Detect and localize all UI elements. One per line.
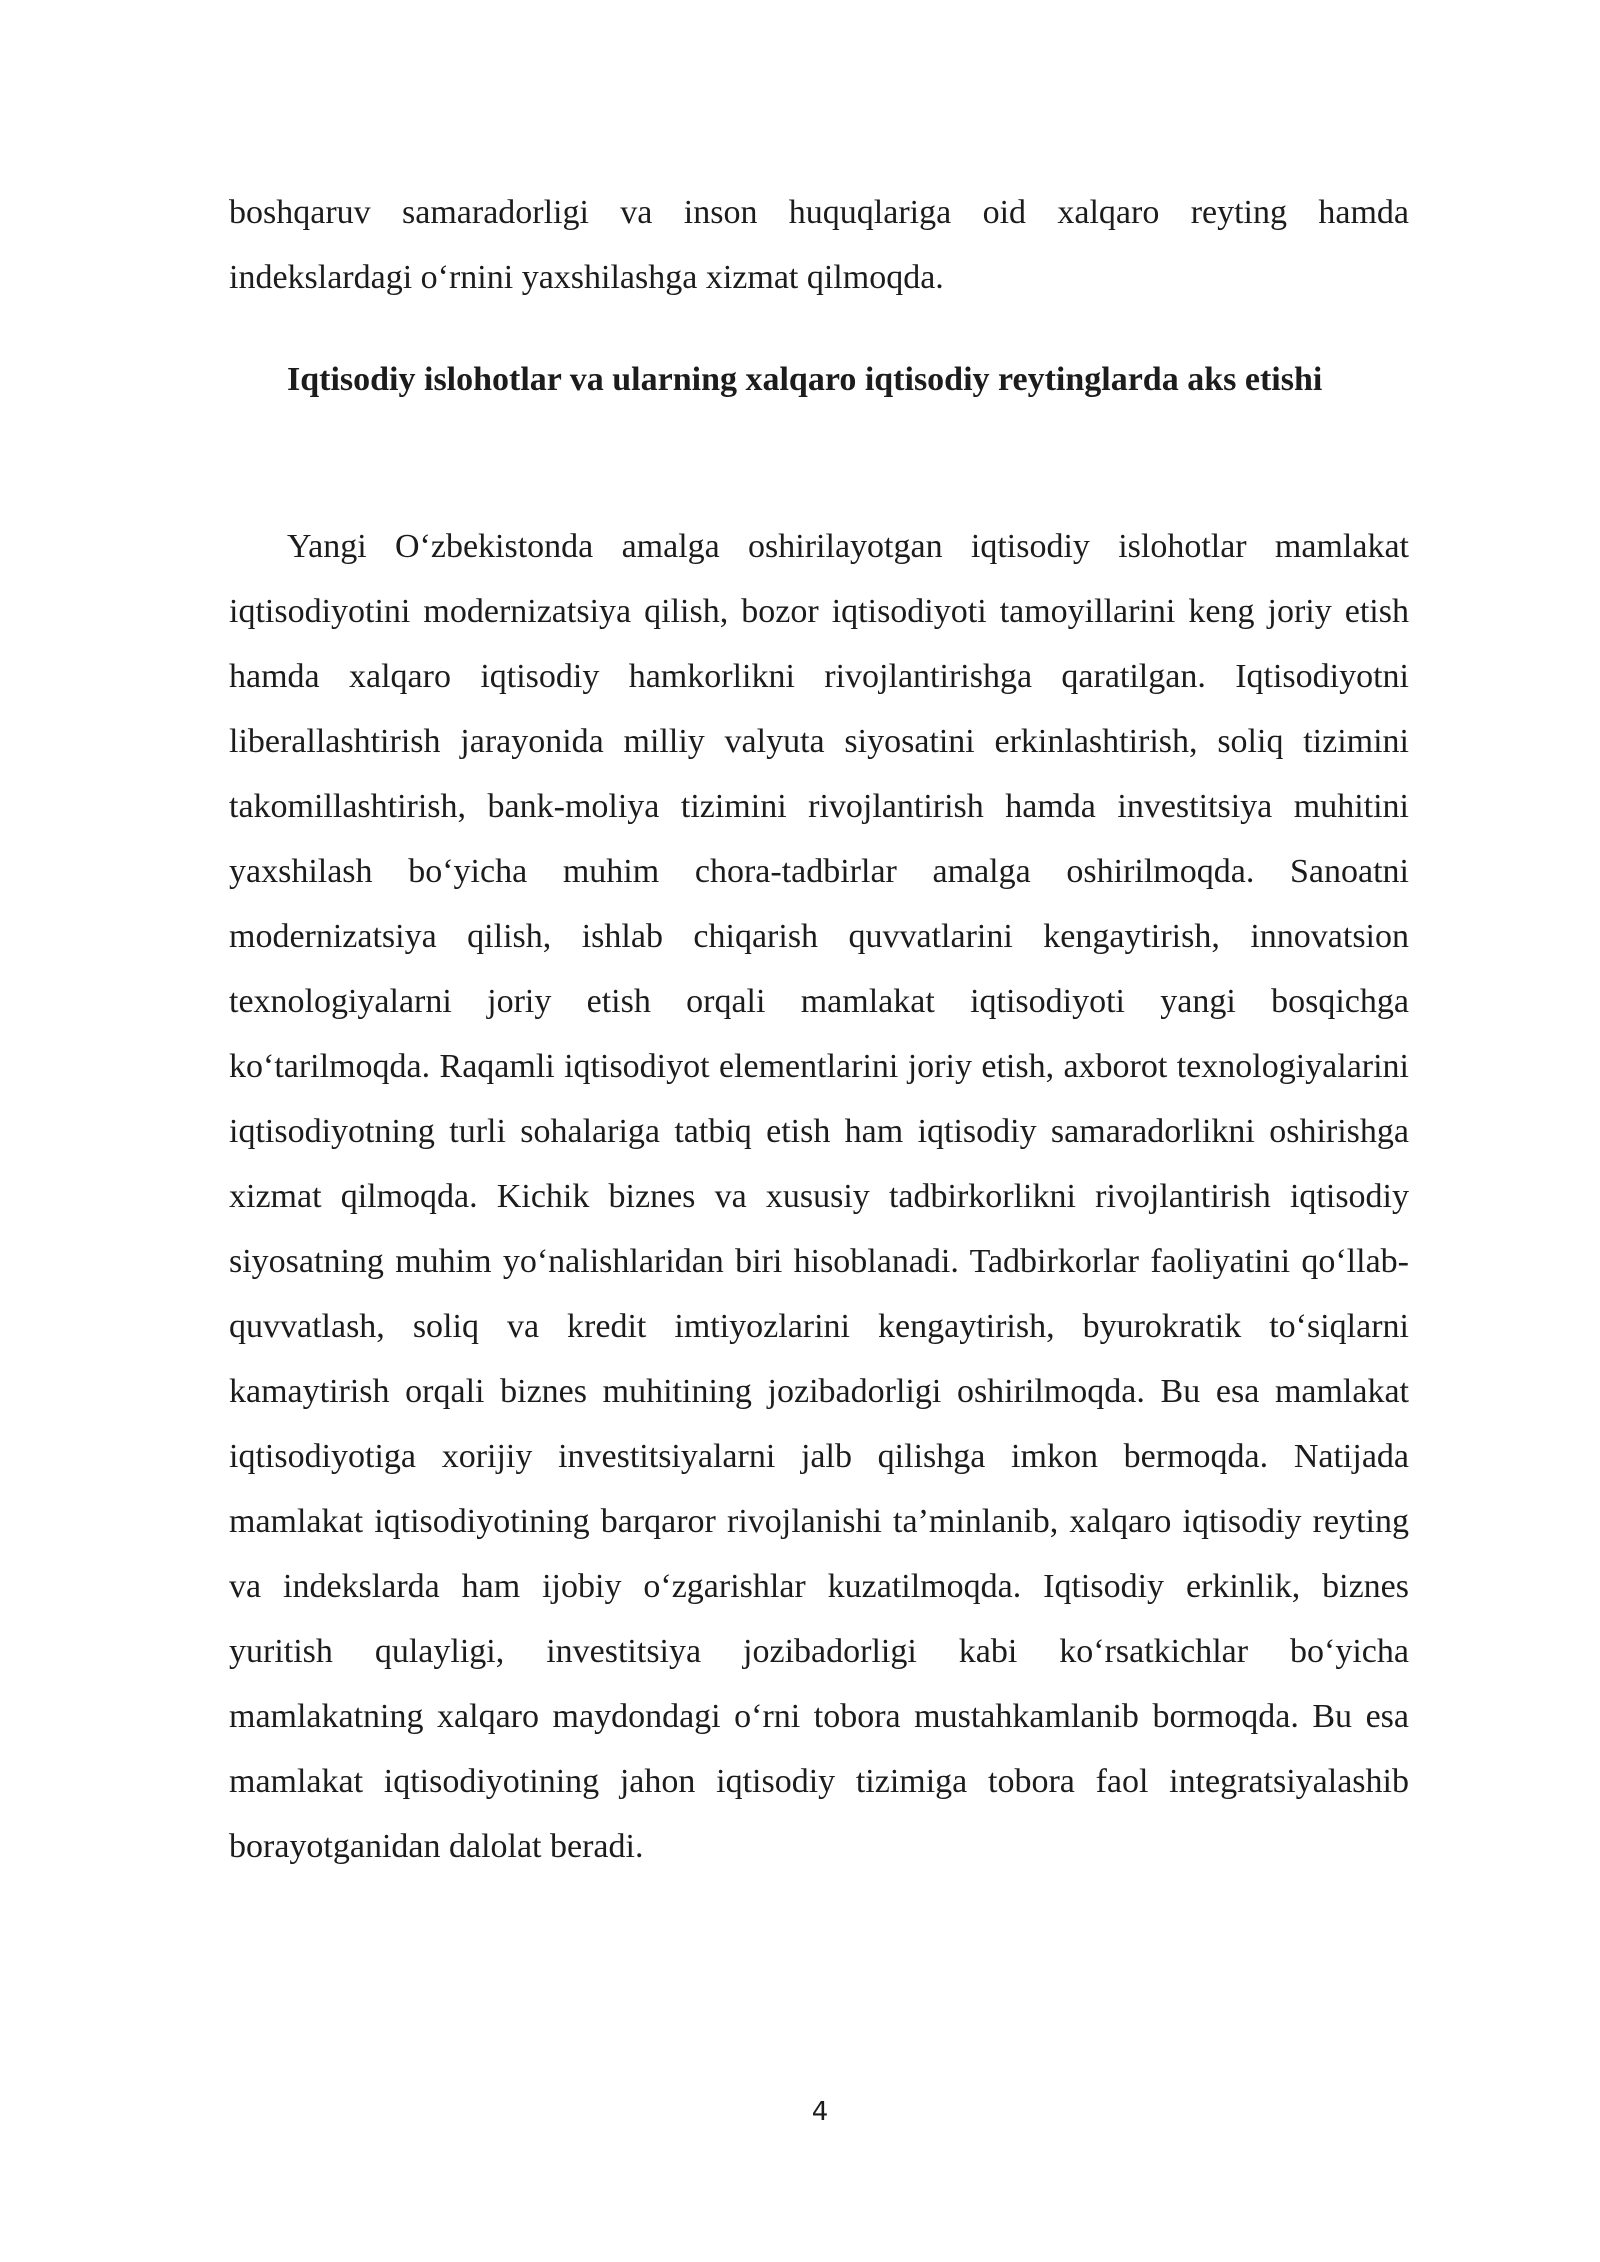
page-number: 4 xyxy=(811,2097,829,2127)
section-heading: Iqtisodiy islohotlar va ularning xalqaro iqtisodiy reytinglarda aks etishi xyxy=(287,361,1323,398)
body-paragraph: Yangi O‘zbekistonda amalga oshirilayotgan iqtisodiy islohotlar mamlakat iqtisodiyotini modernizatsiya qilish, bozor iqtisodiyoti tamoyillarini keng joriy etish hamda xalqaro iqtisodiy hamkorlikni rivojlantirishga qaratilgan. Iqtisodiyotni liberallashtirish jarayonida milliy valyuta siyosatini erkinlashtirish, soliq tizimini takomillashtirish, bank-moliya tizimini rivojlantirish hamda investitsiya muhitini yaxshilash bo‘yicha muhim chora-tadbirlar amalga oshirilmoqda. Sanoatni modernizatsiya qilish, ishlab chiqarish quvvatlarini kengaytirish, innovatsion texnologiyalarni joriy etish orqali mamlakat iqtisodiyoti yangi bosqichga ko‘tarilmoqda. Raqamli iqtisodiyot elementlarini joriy etish, axborot texnologiyalarini iqtisodiyotning turli sohalariga tatbiq etish ham iqtisodiy samaradorlikni oshirishga xizmat qilmoqda. Kichik biznes va xususiy tadbirkorlikni rivojlantirish iqtisodiy siyosatning muhim yo‘nalishlaridan biri hisoblanadi. Tadbirkorlar faoliyatini qo‘llab-quvvatlash, soliq va kredit imtiyozlarini kengaytirish, byurokratik to‘siqlarni kamaytirish orqali biznes muhitining jozibadorligi oshirilmoqda. Bu esa mamlakat iqtisodiyotiga xorijiy investitsiyalarni jalb qilishga imkon bermoqda. Natijada mamlakat iqtisodiyotining barqaror rivojlanishi ta’minlanib, xalqaro iqtisodiy reyting va indekslarda ham ijobiy o‘zgarishlar kuzatilmoqda. Iqtisodiy erkinlik, biznes yuritish qulayligi, investitsiya jozibadorligi kabi ko‘rsatkichlar bo‘yicha mamlakatning xalqaro maydondagi o‘rni tobora mustahkamlanib bormoqda. Bu esa mamlakat iqtisodiyotining jahon iqtisodiy tizimiga tobora faol integratsiyalashib borayotganidan dalolat beradi. xyxy=(229,528,1409,1865)
intro-paragraph: boshqaruv samaradorligi va inson huquqlariga oid xalqaro reyting hamda indekslardagi o‘rnini yaxshilashga xizmat qilmoqda. xyxy=(229,194,1409,296)
